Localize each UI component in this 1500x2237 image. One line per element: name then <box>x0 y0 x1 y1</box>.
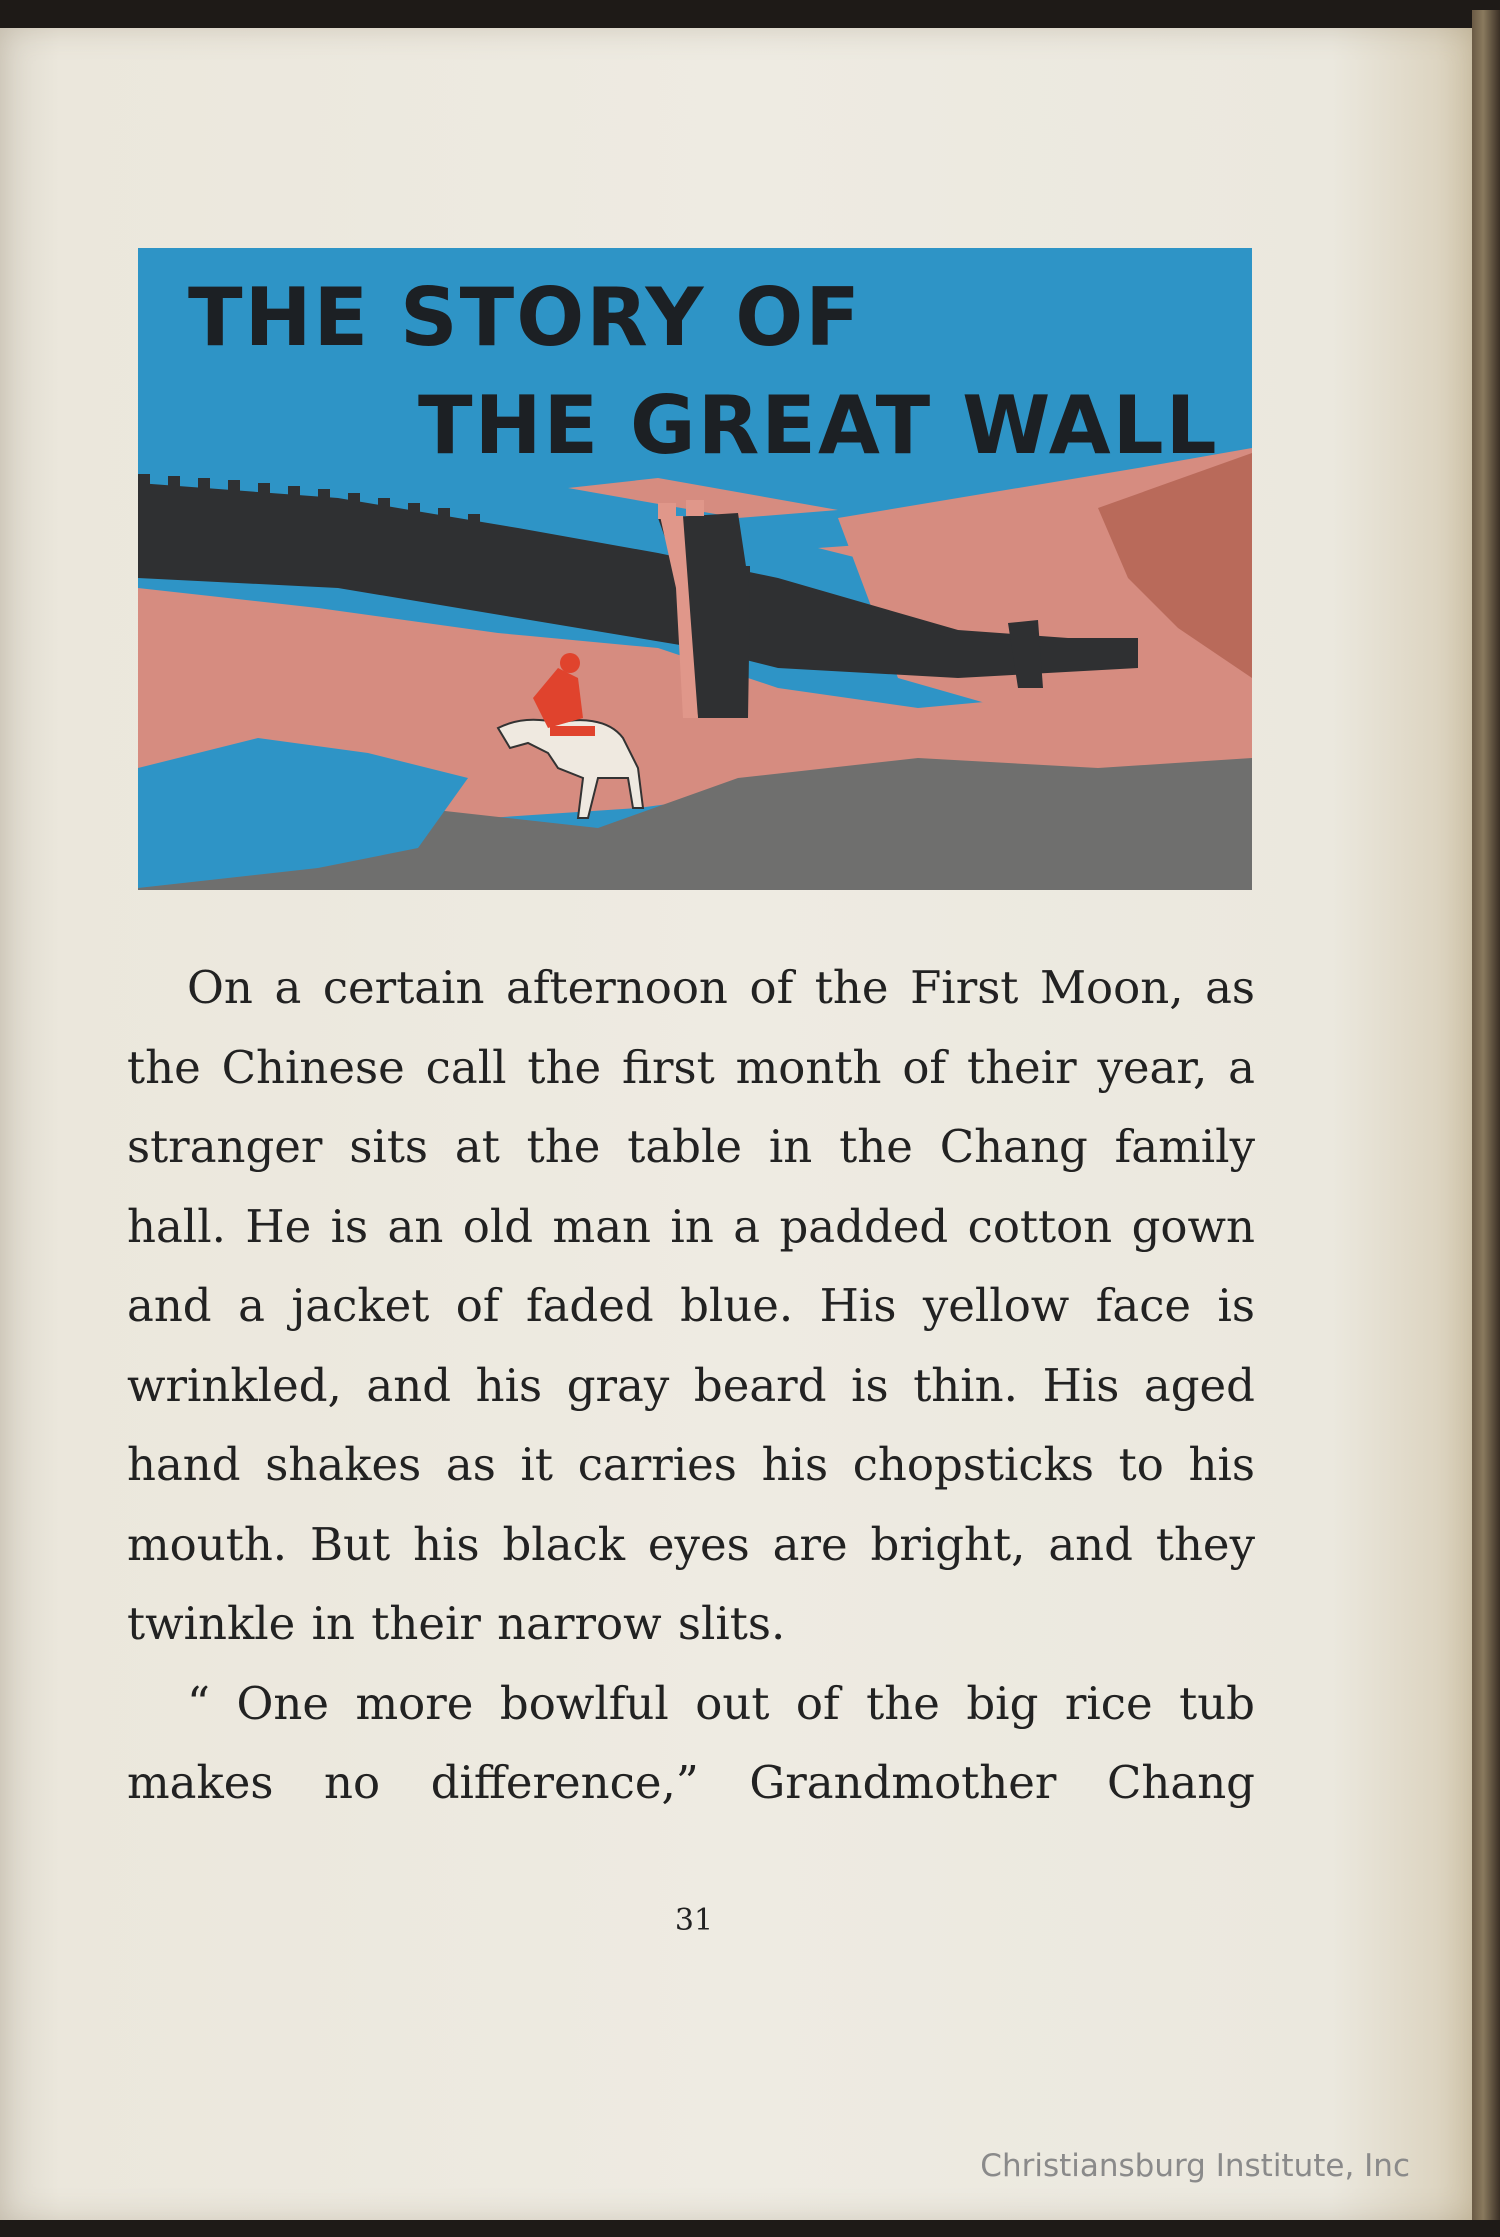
watermark: Christiansburg Institute, Inc <box>980 2148 1410 2184</box>
page-number: 31 <box>674 1903 714 1938</box>
chapter-title-line-1: THE STORY OF <box>188 271 862 364</box>
book-page <box>0 28 1480 2220</box>
chapter-text <box>127 948 1255 1823</box>
chapter-title-line-2: THE GREAT WALL <box>418 379 1219 472</box>
paragraph: “ One more bowlful out of the big rice tub makes no difference,” Grandmother Chang <box>127 1676 1255 1809</box>
book-cover-edge <box>1472 10 1500 2220</box>
paragraph: On a certain afternoon of the First Moon, as the Chinese call the first month of their year, a stranger sits at the table in the Chang family hall. He is an old man in a padded cotton gown and a jacket of faded blue. His yellow face is wrinkled, and his gray beard is thin. His aged hand shakes as it carries his chopsticks to his mouth. But his black eyes are bright, and they twinkle in their narrow slits. <box>127 961 1255 1650</box>
chapter-illustration <box>138 248 1252 890</box>
